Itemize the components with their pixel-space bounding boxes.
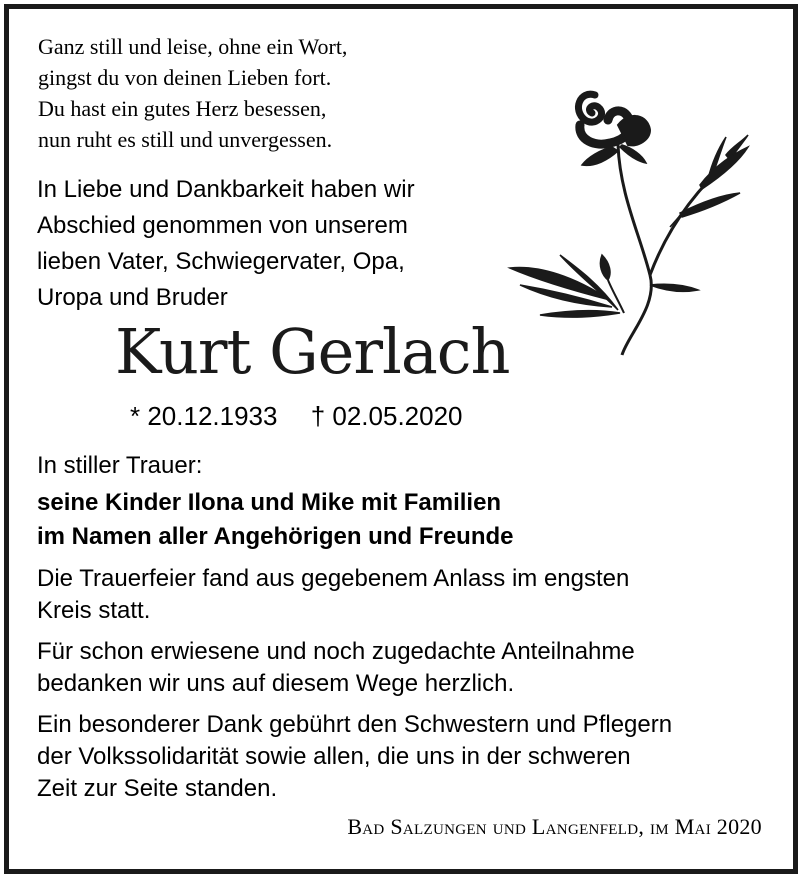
thanks-note	[37, 636, 777, 700]
paragraph-line: Ein besonderer Dank gebührt den Schwestern und Pflegern	[37, 711, 673, 738]
deceased-name: Kurt Gerlach	[115, 315, 510, 388]
paragraph-line: der Volkssolidarität sowie allen, die uns in der schweren	[37, 743, 631, 770]
special-thanks-note	[37, 709, 777, 805]
life-dates	[130, 399, 463, 433]
death-date: † 02.05.2020	[310, 401, 463, 431]
paragraph-line: bedanken wir uns auf diesem Wege herzlich.	[37, 670, 515, 697]
mourning-label: In stiller Trauer:	[37, 452, 203, 479]
funeral-note	[37, 563, 777, 627]
intro-line: lieben Vater, Schwiegervater, Opa,	[37, 248, 405, 275]
poem-line: gingst du von deinen Lieben fort.	[38, 65, 332, 90]
poem	[38, 31, 498, 155]
poem-line: nun ruht es still und unvergessen.	[38, 127, 333, 152]
birth-date: * 20.12.1933	[130, 401, 278, 431]
intro-text	[37, 172, 507, 316]
poem-line: Du hast ein gutes Herz besessen,	[38, 96, 327, 121]
intro-line: Uropa und Bruder	[37, 284, 228, 311]
rose-icon	[500, 85, 760, 365]
paragraph-line: Kreis statt.	[37, 597, 151, 624]
place-and-date: Bad Salzungen und Langenfeld, im Mai 2020	[347, 814, 762, 839]
paragraph-line: Für schon erwiesene und noch zugedachte Anteilnahme	[37, 638, 635, 665]
mourners	[37, 486, 514, 554]
poem-line: Ganz still und leise, ohne ein Wort,	[38, 34, 348, 59]
paragraph-line: Zeit zur Seite standen.	[37, 775, 278, 802]
intro-line: Abschied genommen von unserem	[37, 212, 408, 239]
intro-line: In Liebe und Dankbarkeit haben wir	[37, 176, 415, 203]
paragraph-line: Die Trauerfeier fand aus gegebenem Anlass im engsten	[37, 565, 630, 592]
mourners-line: im Namen aller Angehörigen und Freunde	[37, 523, 514, 550]
mourners-line: seine Kinder Ilona und Mike mit Familien	[37, 489, 502, 516]
